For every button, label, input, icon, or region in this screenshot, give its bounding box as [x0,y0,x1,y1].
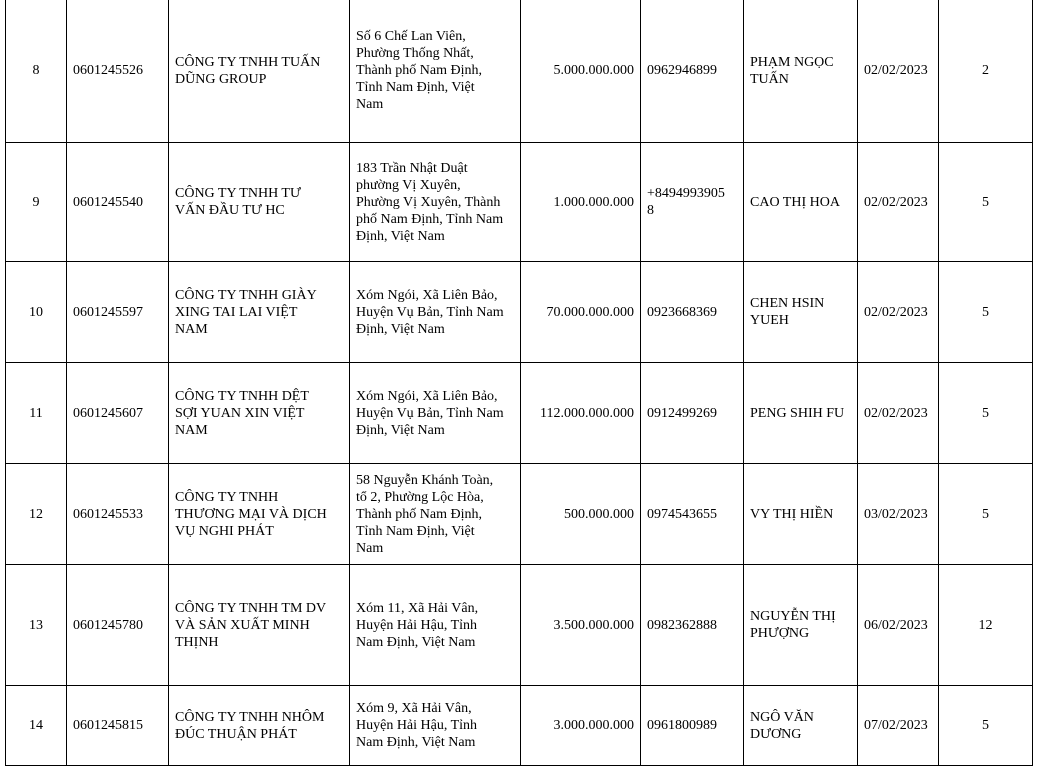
employee-count-cell [939,686,1033,766]
tax-code-cell [67,363,169,464]
company-name-cell [169,0,350,143]
employee-count-cell-text: 12 [978,617,993,633]
capital-cell [521,262,641,363]
employee-count-cell [939,363,1033,464]
registration-date-cell-text: 07/02/2023 [864,718,928,733]
capital-cell-text: 1.000.000.000 [553,194,634,210]
phone-cell [641,262,744,363]
capital-cell-text: 5.000.000.000 [553,63,634,78]
employee-count-cell [939,464,1033,565]
phone-cell-text: +8494993905 8 [647,186,725,218]
representative-cell [744,363,858,464]
capital-cell-text: 70.000.000.000 [546,304,634,320]
representative-cell-text: CAO THỊ HOA [750,194,840,210]
address-cell [350,143,521,262]
capital-cell [521,0,641,143]
registration-date-cell [858,262,939,363]
row-number-text: 9 [32,194,40,210]
address-cell-text: Số 6 Chế Lan Viên, Phường Thống Nhất, Thành phố Nam Định, Tỉnh Nam Định, Việt Nam [356,29,482,112]
company-name-cell-text: CÔNG TY TNHH TƯ VẤN ĐẦU TƯ HC [175,186,301,218]
row-number [6,565,67,686]
row-number [6,464,67,565]
phone-cell [641,565,744,686]
capital-cell-text: 3.000.000.000 [553,718,634,733]
registration-date-cell [858,565,939,686]
tax-code-cell-text: 0601245607 [73,405,143,421]
employee-count-cell-text: 5 [982,304,989,320]
capital-cell-text: 112.000.000.000 [540,405,634,421]
employee-count-cell-text: 5 [982,405,989,421]
representative-cell-text: PHẠM NGỌC TUẤN [750,54,834,87]
address-cell [350,262,521,363]
representative-cell-text: PENG SHIH FU [750,405,845,421]
row-number [6,0,67,143]
registration-date-cell-text: 02/02/2023 [864,194,928,210]
company-name-cell-text: CÔNG TY TNHH THƯƠNG MẠI VÀ DỊCH VỤ NGHI PHÁT [175,489,327,539]
address-cell [350,363,521,464]
table-body [6,0,1033,766]
address-cell [350,464,521,565]
capital-cell [521,686,641,766]
table-row [6,464,1033,565]
address-cell-text: 58 Nguyễn Khánh Toàn, tổ 2, Phường Lộc Hòa, Thành phố Nam Định, Tỉnh Nam Định, Việt Nam [356,472,494,556]
tax-code-cell [67,686,169,766]
employee-count-cell [939,262,1033,363]
table-row [6,143,1033,262]
representative-cell [744,0,858,143]
table-row [6,0,1033,143]
employee-count-cell-text: 5 [982,718,989,733]
company-name-cell [169,143,350,262]
address-cell-text: Xóm Ngói, Xã Liên Bảo, Huyện Vụ Bản, Tỉnh Nam Định, Việt Nam [356,287,504,337]
representative-cell [744,143,858,262]
row-number [6,363,67,464]
tax-code-cell-text: 0601245780 [73,617,143,633]
registration-date-cell [858,686,939,766]
company-name-cell-text: CÔNG TY TNHH GIÀY XING TAI LAI VIỆT NAM [175,287,317,337]
tax-code-cell [67,143,169,262]
phone-cell-text: 0961800989 [647,718,717,733]
registration-date-cell-text: 02/02/2023 [864,63,928,78]
tax-code-cell-text: 0601245526 [73,63,143,78]
registration-date-cell [858,0,939,143]
row-number-text: 8 [32,63,40,78]
address-cell [350,0,521,143]
table-row [6,363,1033,464]
phone-cell-text: 0912499269 [647,405,717,421]
employee-count-cell [939,143,1033,262]
company-name-cell-text: CÔNG TY TNHH NHÔM ĐÚC THUẬN PHÁT [175,709,325,742]
phone-cell [641,143,744,262]
row-number [6,262,67,363]
address-cell [350,686,521,766]
tax-code-cell [67,464,169,565]
row-number [6,686,67,766]
row-number-text: 13 [29,617,43,633]
representative-cell [744,565,858,686]
table-row [6,686,1033,766]
tax-code-cell-text: 0601245533 [73,506,143,522]
tax-code-cell-text: 0601245540 [73,194,143,210]
registration-date-cell-text: 02/02/2023 [864,304,928,320]
table-row [6,565,1033,686]
phone-cell-text: 0962946899 [647,63,717,78]
address-cell-text: Xóm 11, Xã Hải Vân, Huyện Hải Hậu, Tỉnh Nam Định, Việt Nam [356,600,479,650]
employee-count-cell [939,0,1033,143]
phone-cell [641,686,744,766]
phone-cell [641,0,744,143]
company-name-cell-text: CÔNG TY TNHH TUẤN DŨNG GROUP [175,54,321,87]
row-number-text: 14 [29,718,43,733]
employee-count-cell [939,565,1033,686]
employee-count-cell-text: 5 [982,506,989,522]
company-name-cell-text: CÔNG TY TNHH DỆT SỢI YUAN XIN VIỆT NAM [175,388,309,438]
row-number-text: 12 [29,506,43,522]
representative-cell-text: NGÔ VĂN DƯƠNG [750,709,814,742]
company-name-cell [169,262,350,363]
tax-code-cell [67,565,169,686]
company-name-cell [169,565,350,686]
phone-cell-text: 0982362888 [647,617,717,633]
registration-date-cell-text: 06/02/2023 [864,617,928,633]
company-name-cell [169,363,350,464]
capital-cell-text: 3.500.000.000 [553,617,634,633]
tax-code-cell-text: 0601245815 [73,718,143,733]
registration-date-cell-text: 02/02/2023 [864,405,928,421]
company-name-cell [169,464,350,565]
phone-cell-text: 0923668369 [647,304,717,320]
address-cell-text: Xóm 9, Xã Hải Vân, Huyện Hải Hậu, Tỉnh Nam Định, Việt Nam [356,701,478,750]
employee-count-cell-text: 2 [982,63,989,78]
registration-date-cell [858,143,939,262]
representative-cell [744,686,858,766]
address-cell-text: Xóm Ngói, Xã Liên Bảo, Huyện Vụ Bản, Tỉnh Nam Định, Việt Nam [356,388,504,438]
phone-cell [641,464,744,565]
representative-cell-text: VY THỊ HIỀN [750,506,834,522]
representative-cell [744,464,858,565]
registration-date-cell [858,363,939,464]
tax-code-cell [67,0,169,143]
business-registry-table [5,0,1033,766]
company-name-cell-text: CÔNG TY TNHH TM DV VÀ SẢN XUẤT MINH THỊNH [175,600,327,650]
capital-cell [521,143,641,262]
representative-cell [744,262,858,363]
phone-cell-text: 0974543655 [647,506,717,522]
capital-cell [521,464,641,565]
phone-cell [641,363,744,464]
address-cell-text: 183 Trần Nhật Duật phường Vị Xuyên, Phường Vị Xuyên, Thành phố Nam Định, Tỉnh Nam Định, Việt Nam [356,160,504,244]
representative-cell-text: NGUYỄN THỊ PHƯỢNG [750,609,836,641]
tax-code-cell [67,262,169,363]
row-number-text: 10 [29,304,43,320]
capital-cell-text: 500.000.000 [564,506,634,522]
row-number-text: 11 [29,405,43,421]
employee-count-cell-text: 5 [982,194,989,210]
tax-code-cell-text: 0601245597 [73,304,143,320]
capital-cell [521,565,641,686]
representative-cell-text: CHEN HSIN YUEH [750,296,825,328]
registration-date-cell [858,464,939,565]
registration-date-cell-text: 03/02/2023 [864,506,928,522]
capital-cell [521,363,641,464]
row-number [6,143,67,262]
table-row [6,262,1033,363]
address-cell [350,565,521,686]
company-name-cell [169,686,350,766]
